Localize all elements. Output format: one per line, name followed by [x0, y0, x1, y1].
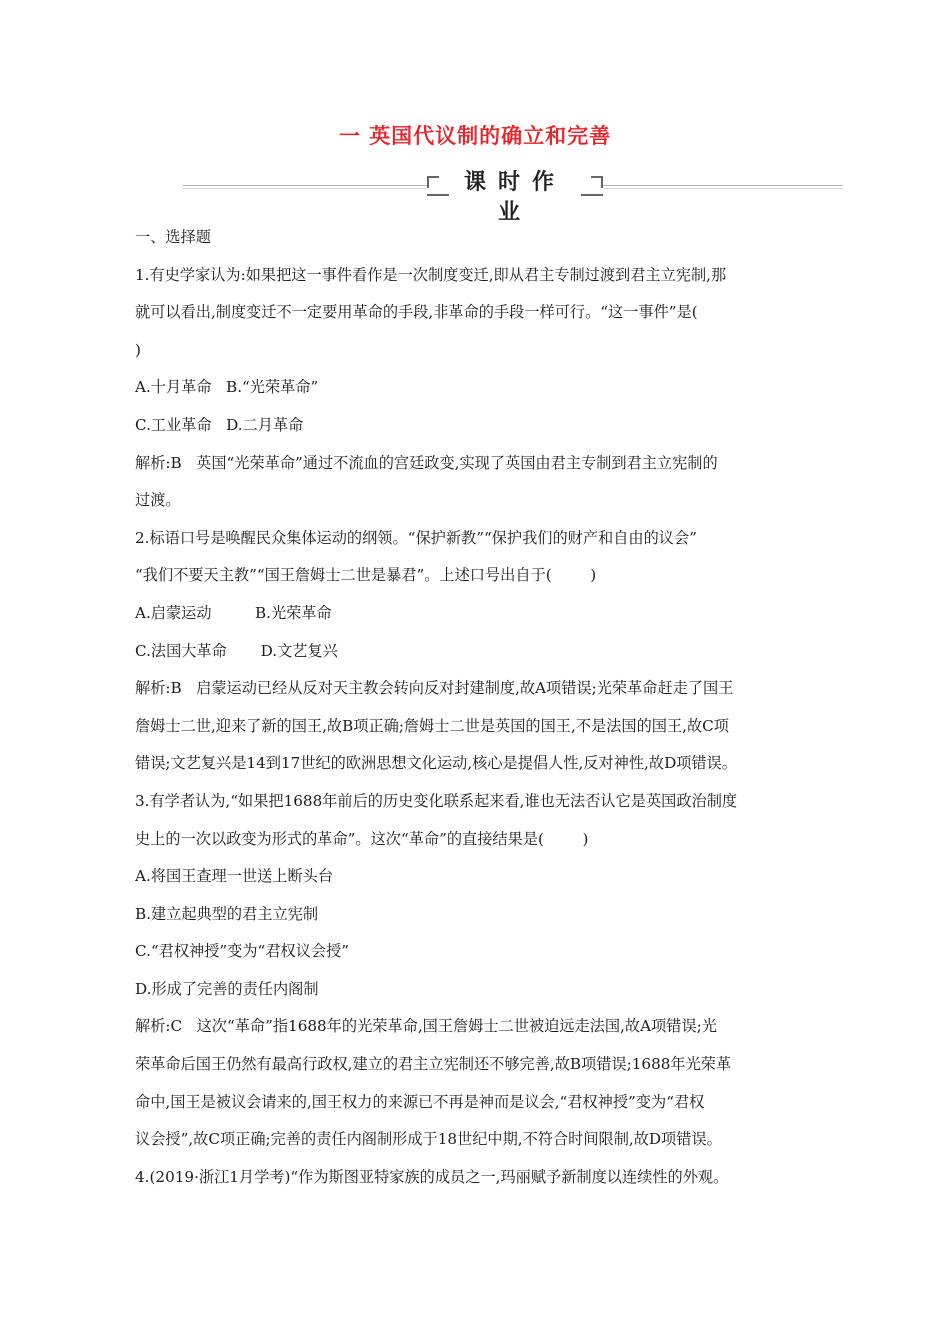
- question-stem: 2.标语口号是唤醒民众集体运动的纲领。“保护新教”“保护我们的财产和自由的议会”: [135, 528, 697, 547]
- answer-options: A.启蒙运动 B.光荣革命: [135, 603, 332, 622]
- explanation: 荣革命后国王仍然有最高行政权,建立的君主立宪制还不够完善,故B项错误;1688年光荣革: [135, 1055, 732, 1074]
- bracket-bar-icon: [427, 194, 449, 196]
- explanation: 过渡。: [135, 491, 181, 510]
- answer-option: A.将国王查理一世送上断头台: [135, 867, 334, 886]
- explanation: 错误;文艺复兴是14到17世纪的欧洲思想文化运动,核心是提倡人性,反对神性,故D项错误。: [135, 754, 737, 773]
- explanation: 解析:B 启蒙运动已经从反对天主教会转向反对封建制度,故A项错误;光荣革命赶走了国王: [135, 679, 734, 698]
- explanation: 议会授”,故C项正确;完善的责任内阁制形成于18世纪中期,不符合时间限制,故D项错误。: [135, 1130, 722, 1149]
- answer-options: A.十月革命 B.“光荣革命”: [135, 378, 319, 397]
- answer-options: C.法国大革命 D.文艺复兴: [135, 641, 338, 660]
- banner-label-box: [427, 168, 603, 225]
- question-stem: ): [135, 340, 141, 359]
- explanation: 命中,国王是被议会请来的,国王权力的来源已不再是神而是议会,“君权神授”变为“君权: [135, 1092, 705, 1111]
- page-title: 一 英国代议制的确立和完善: [338, 124, 612, 148]
- question-stem: 史上的一次以政变为形式的革命”。这次“革命”的直接结果是( ): [135, 829, 589, 848]
- explanation: 解析:B 英国“光荣革命”通过不流血的宫廷政变,实现了英国由君主专制到君主立宪制的: [135, 453, 718, 472]
- section-banner: [183, 168, 843, 225]
- answer-option: D.形成了完善的责任内阁制: [135, 979, 319, 998]
- question-stem: 1.有史学家认为:如果把这一事件看作是一次制度变迁,即从君主专制过渡到君主立宪制,那: [135, 265, 727, 284]
- explanation: 解析:C 这次“革命”指1688年的光荣革命,国王詹姆士二世被迫远走法国,故A项错误;光: [135, 1017, 717, 1036]
- bracket-corner-icon: [591, 176, 603, 188]
- explanation: 詹姆士二世,迎来了新的国王,故B项正确;詹姆士二世是英国的国王,不是法国的国王,故C项: [135, 716, 729, 735]
- section-heading: 一、选择题: [135, 228, 211, 246]
- bracket-bar-icon: [581, 194, 603, 196]
- answer-options: C.工业革命 D.二月革命: [135, 415, 304, 434]
- question-body: [135, 219, 825, 1196]
- question-stem: 就可以看出,制度变迁不一定要用革命的手段,非革命的手段一样可行。“这一事件”是(: [135, 303, 698, 322]
- question-stem: 4.(2019·浙江1月学考)“作为斯图亚特家族的成员之一,玛丽赋予新制度以连续性的外观。: [135, 1167, 729, 1186]
- bracket-corner-icon: [427, 176, 439, 188]
- question-stem: “我们不要天主教”“国王詹姆士二世是暴君”。上述口号出自于( ): [135, 566, 597, 585]
- question-stem: 3.有学者认为,“如果把1688年前后的历史变化联系起来看,谁也无法否认它是英国政治制度: [135, 791, 738, 810]
- answer-option: B.建立起典型的君主立宪制: [135, 904, 319, 923]
- answer-option: C.“君权神授”变为“君权议会授”: [135, 942, 350, 961]
- banner-label: 课时作业: [463, 170, 566, 225]
